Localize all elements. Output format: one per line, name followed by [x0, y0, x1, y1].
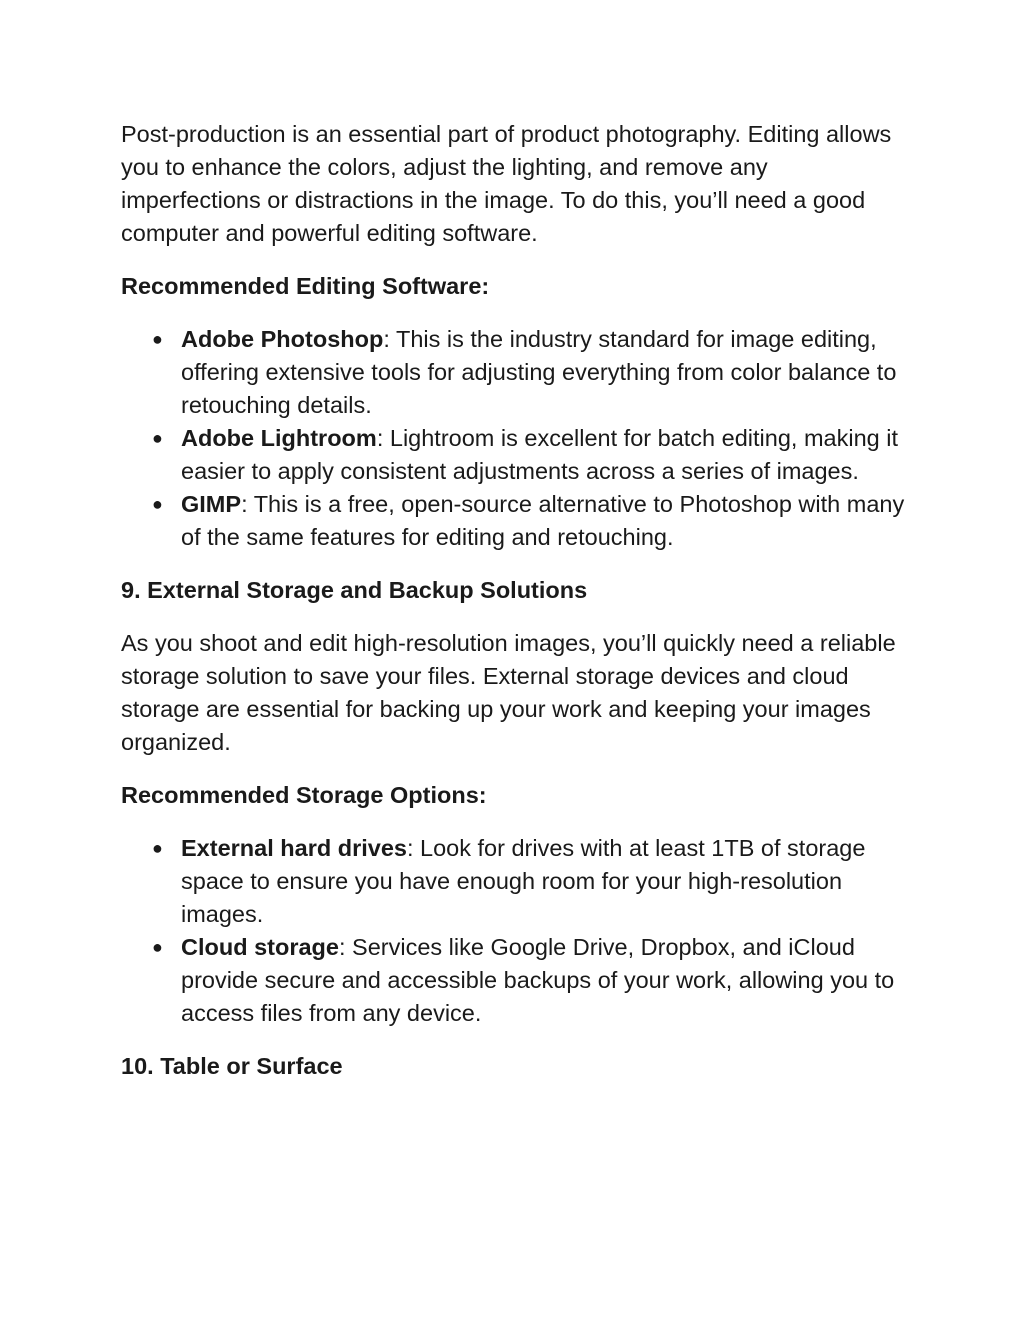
storage-options-heading: Recommended Storage Options: [121, 782, 487, 808]
bullet-icon: ● [152, 428, 163, 448]
bullet-icon: ● [152, 494, 163, 514]
list-item [121, 931, 911, 1030]
bullet-icon: ● [152, 937, 163, 957]
bullet-icon: ● [152, 838, 163, 858]
list-item-description: : This is a free, open-source alternative to Photoshop with many of the same features for editing and retouching. [181, 491, 905, 550]
list-item [121, 832, 911, 931]
list-item-description: : Look for drives with at least 1TB of storage space to ensure you have enough room for your high-resolution images. [181, 835, 866, 927]
storage-options-list [121, 832, 911, 1030]
section-9-heading: 9. External Storage and Backup Solutions [121, 577, 588, 603]
list-item-term: Adobe Photoshop [181, 326, 384, 352]
list-item-description: : Services like Google Drive, Dropbox, and iCloud provide secure and accessible backups of your work, allowing you to access files from any device. [181, 934, 895, 1026]
list-item-term: Cloud storage [181, 934, 339, 960]
list-item-description: : Lightroom is excellent for batch editing, making it easier to apply consistent adjustments across a series of images. [181, 425, 898, 484]
list-item-description: : This is the industry standard for image editing, offering extensive tools for adjusting everything from color balance to retouching details. [181, 326, 897, 418]
section-10-heading: 10. Table or Surface [121, 1053, 343, 1079]
storage-paragraph: As you shoot and edit high-resolution images, you’ll quickly need a reliable storage solution to save your files. External storage devices and cloud storage are essential for backing up your work and keeping your images organized. [121, 630, 896, 755]
editing-software-list [121, 323, 911, 554]
bullet-icon: ● [152, 329, 163, 349]
list-item-term: External hard drives [181, 835, 407, 861]
document-page [121, 118, 911, 1103]
editing-software-heading: Recommended Editing Software: [121, 273, 490, 299]
intro-paragraph: Post-production is an essential part of product photography. Editing allows you to enhance the colors, adjust the lighting, and remove any imperfections or distractions in the image. To do this, you’ll need a good computer and powerful editing software. [121, 121, 892, 246]
list-item [121, 422, 911, 488]
list-item [121, 488, 911, 554]
list-item [121, 323, 911, 422]
list-item-term: GIMP [181, 491, 242, 517]
list-item-term: Adobe Lightroom [181, 425, 377, 451]
